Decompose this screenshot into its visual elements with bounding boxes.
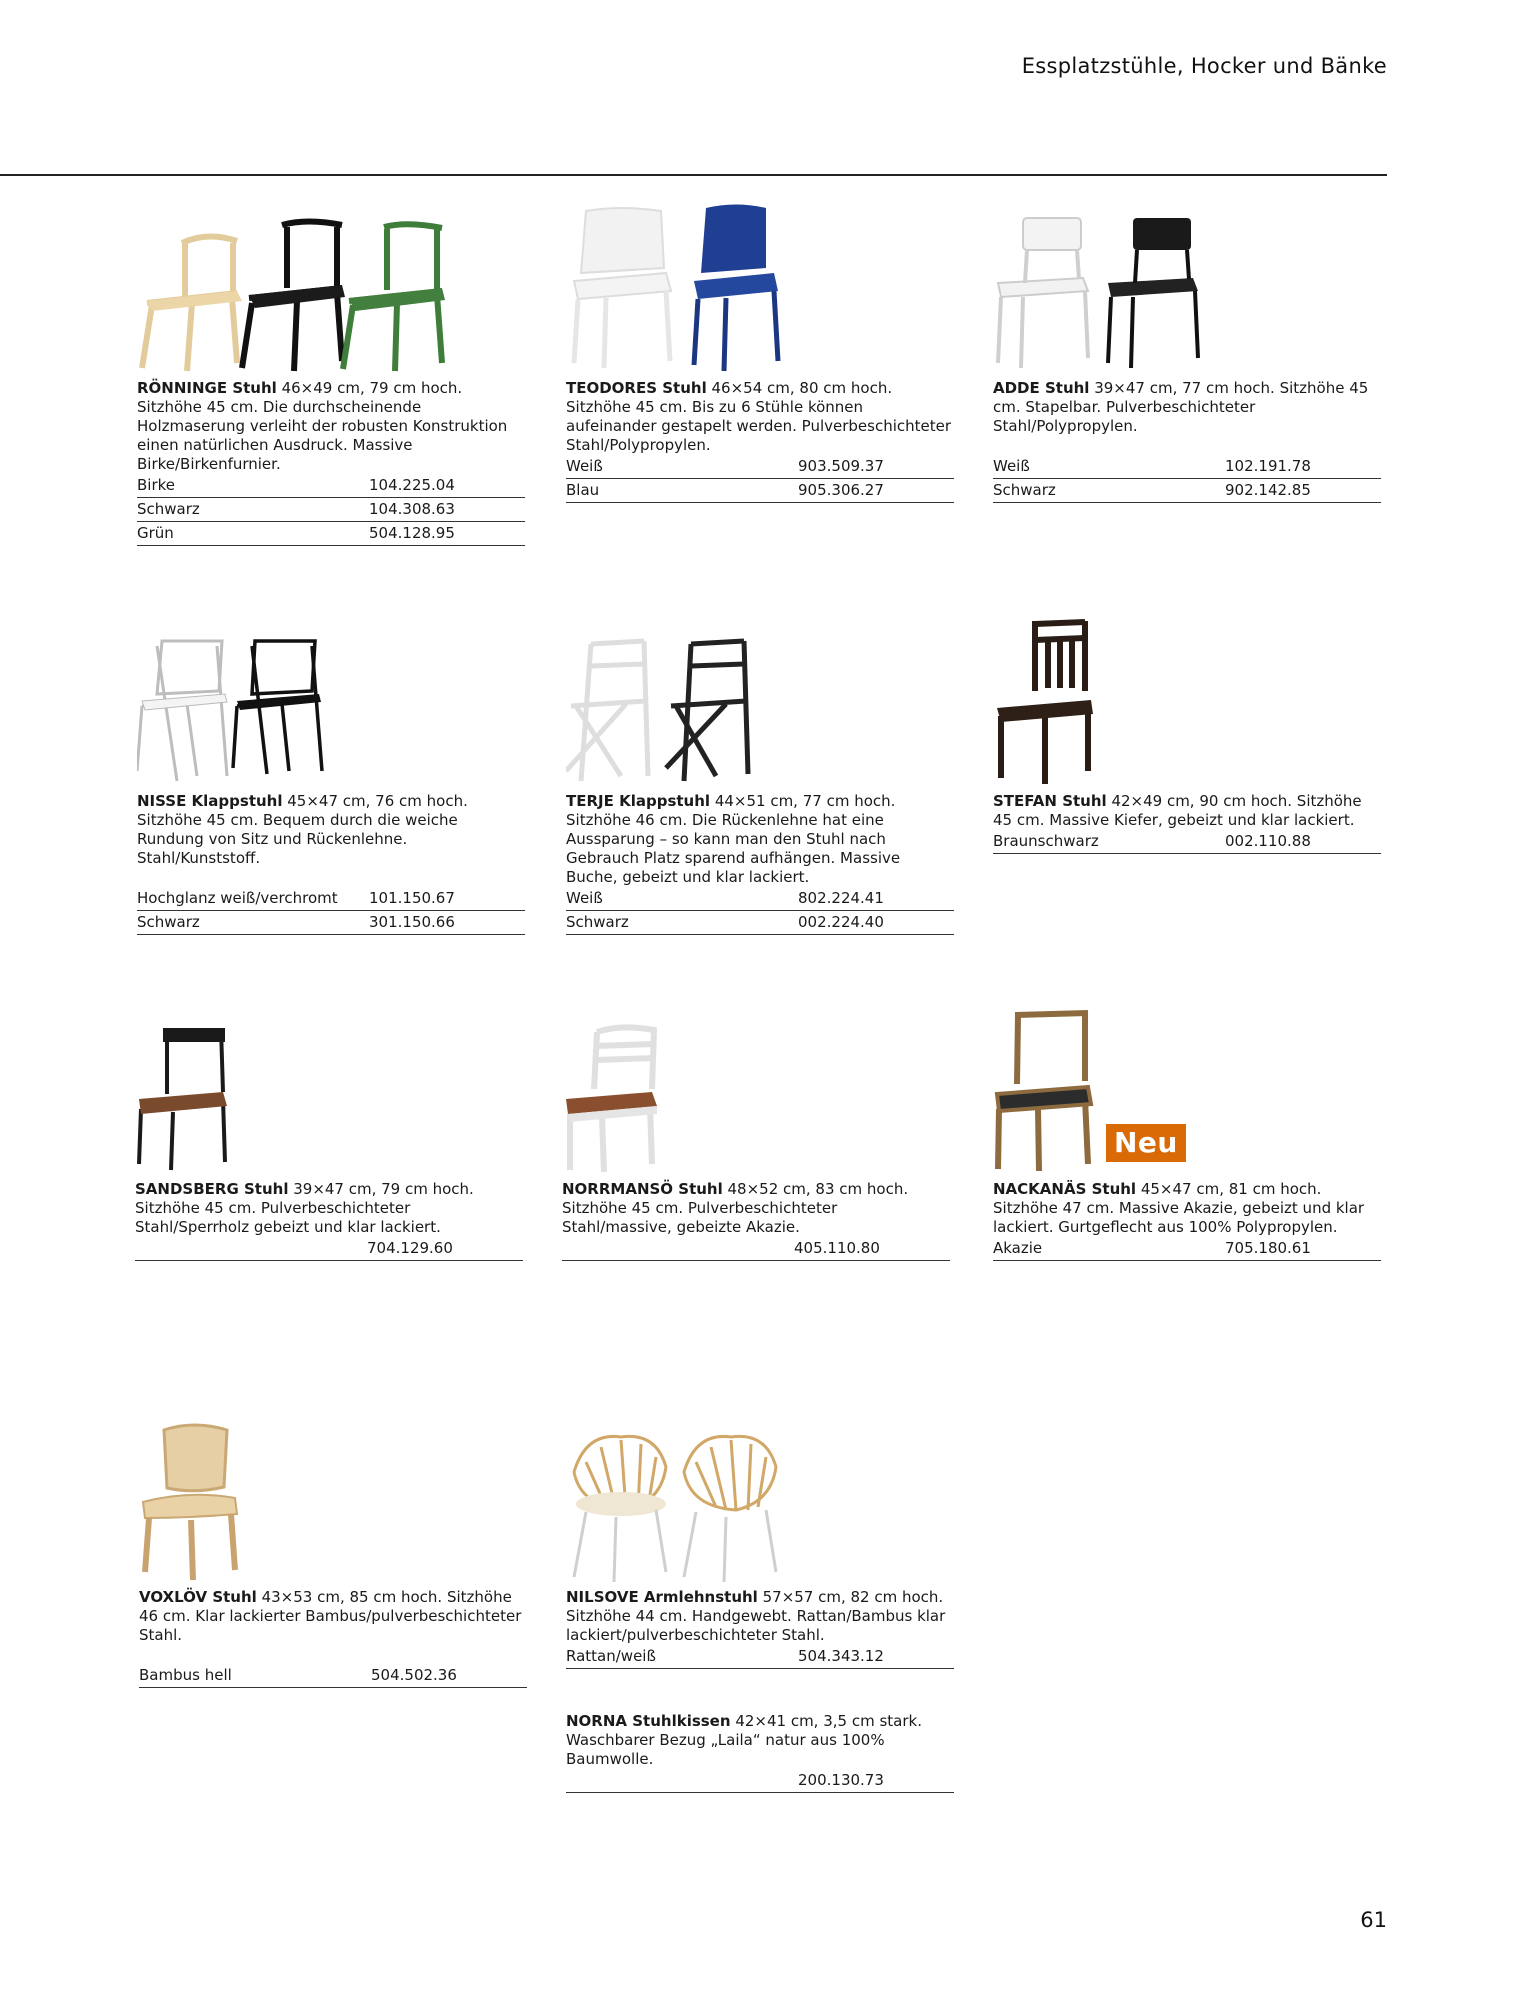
terje-chairs-image	[566, 636, 766, 786]
variant-row	[137, 522, 525, 546]
product-norna	[566, 1712, 954, 1793]
product-name: NACKANÄS Stuhl	[993, 1180, 1137, 1198]
variant-row	[993, 479, 1381, 503]
variant-name: Blau	[566, 481, 600, 499]
variant-row	[566, 1645, 954, 1669]
article-number: 903.509.37	[798, 457, 884, 475]
article-number: 902.142.85	[1225, 481, 1311, 499]
product-normanso	[562, 1180, 950, 1261]
article-number: 802.224.41	[798, 889, 884, 907]
variant-row	[135, 1237, 523, 1261]
product-name: TEODORES Stuhl	[566, 379, 707, 397]
variant-name	[562, 1237, 794, 1260]
product-nackanas	[993, 1126, 1381, 1261]
product-name: VOXLÖV Stuhl	[139, 1588, 257, 1606]
article-number: 002.110.88	[1225, 832, 1311, 850]
product-name: NORNA Stuhlkissen	[566, 1712, 731, 1730]
section-title: Essplatzstühle, Hocker und Bänke	[1021, 54, 1387, 78]
article-number: 905.306.27	[798, 481, 884, 499]
variant-list	[566, 455, 954, 503]
header-divider	[0, 174, 1387, 176]
variant-row	[137, 911, 525, 935]
variant-row	[137, 498, 525, 522]
article-number: 002.224.40	[798, 913, 884, 931]
product-name: NILSOVE Armlehnstuhl	[566, 1588, 758, 1606]
variant-row	[993, 830, 1381, 854]
variant-list	[137, 474, 525, 546]
product-description: NORRMANSÖ Stuhl 48×52 cm, 83 cm hoch. Sitzhöhe 45 cm. Pulverbeschichteter Stahl/massive, gebeizte Akazie.	[562, 1180, 909, 1236]
product-name: TERJE Klappstuhl	[566, 792, 711, 810]
article-number: 504.343.12	[798, 1647, 884, 1665]
variant-name: Bambus hell	[139, 1666, 232, 1684]
product-name: SANDSBERG Stuhl	[135, 1180, 289, 1198]
nilsove-chairs-image	[566, 1432, 786, 1582]
article-number: 301.150.66	[369, 913, 455, 931]
new-badge: Neu	[1106, 1124, 1186, 1162]
variant-list	[139, 1664, 527, 1688]
variant-list	[562, 1237, 950, 1261]
variant-name: Schwarz	[137, 500, 200, 518]
product-description: NACKANÄS Stuhl 45×47 cm, 81 cm hoch. Sitzhöhe 47 cm. Massive Akazie, gebeizt und klar lackiert. Gurtgeflecht aus 100% Polypropylen.	[993, 1180, 1365, 1236]
product-voxlov	[139, 1588, 527, 1688]
product-name: NISSE Klappstuhl	[137, 792, 283, 810]
product-name: RÖNNINGE Stuhl	[137, 379, 277, 397]
variant-list	[566, 887, 954, 935]
article-number: 704.129.60	[367, 1239, 453, 1257]
article-number: 104.225.04	[369, 476, 455, 494]
variant-name: Schwarz	[137, 913, 200, 931]
variant-row	[139, 1664, 527, 1688]
variant-name: Hochglanz weiß/verchromt	[137, 889, 338, 907]
variant-name: Weiß	[566, 889, 603, 907]
normanso-chair-image	[562, 1024, 672, 1174]
variant-row	[562, 1237, 950, 1261]
variant-row	[137, 887, 525, 911]
variant-row	[993, 455, 1381, 479]
product-teodores	[566, 379, 954, 503]
article-number: 705.180.61	[1225, 1239, 1311, 1257]
product-description: RÖNNINGE Stuhl 46×49 cm, 79 cm hoch. Sitzhöhe 45 cm. Die durchscheinende Holzmaserung verleiht der robusten Konstruktion einen natürlichen Ausdruck. Massive Birke/Birkenfurnier.	[137, 379, 508, 473]
variant-name	[135, 1237, 367, 1260]
variant-list	[137, 887, 525, 935]
variant-name: Weiß	[993, 457, 1030, 475]
variant-row	[566, 479, 954, 503]
product-description: NISSE Klappstuhl 45×47 cm, 76 cm hoch. Sitzhöhe 45 cm. Bequem durch die weiche Rundung von Sitz und Rückenlehne. Stahl/Kunststoff.	[137, 792, 468, 867]
product-name: NORRMANSÖ Stuhl	[562, 1180, 723, 1198]
product-description: NORNA Stuhlkissen 42×41 cm, 3,5 cm stark. Waschbarer Bezug „Laila“ natur aus 100% Baumwolle.	[566, 1712, 922, 1768]
variant-row	[566, 455, 954, 479]
ronninge-chairs-image	[137, 213, 477, 373]
variant-row	[993, 1237, 1381, 1261]
product-description: ADDE Stuhl 39×47 cm, 77 cm hoch. Sitzhöhe 45 cm. Stapelbar. Pulverbeschichteter Stahl/Polypropylen.	[993, 379, 1369, 435]
article-number: 200.130.73	[798, 1771, 884, 1789]
variant-name: Schwarz	[993, 481, 1056, 499]
variant-list	[993, 455, 1381, 503]
variant-list	[993, 1237, 1381, 1261]
sandsberg-chair-image	[135, 1024, 235, 1174]
variant-name	[566, 1769, 798, 1792]
product-description: STEFAN Stuhl 42×49 cm, 90 cm hoch. Sitzhöhe 45 cm. Massive Kiefer, gebeizt und klar lackiert.	[993, 792, 1362, 829]
product-name: STEFAN Stuhl	[993, 792, 1107, 810]
variant-list	[566, 1769, 954, 1793]
variant-list	[566, 1645, 954, 1669]
variant-name: Braunschwarz	[993, 832, 1099, 850]
variant-list	[993, 830, 1381, 854]
product-description: TEODORES Stuhl 46×54 cm, 80 cm hoch. Sitzhöhe 45 cm. Bis zu 6 Stühle können aufeinander gestapelt werden. Pulverbeschichteter Stahl/Polypropylen.	[566, 379, 952, 454]
variant-row	[566, 1769, 954, 1793]
variant-name: Schwarz	[566, 913, 629, 931]
product-adde	[993, 379, 1381, 503]
nisse-chairs-image	[137, 636, 337, 786]
adde-chairs-image	[993, 213, 1213, 373]
product-ronninge	[137, 379, 525, 546]
article-number: 101.150.67	[369, 889, 455, 907]
product-description: TERJE Klappstuhl 44×51 cm, 77 cm hoch. Sitzhöhe 46 cm. Die Rückenlehne hat eine Aussparung – so kann man den Stuhl nach Gebrauch Platz sparend aufhängen. Massive Buche, gebeizt und klar lackiert.	[566, 792, 901, 886]
variant-list	[135, 1237, 523, 1261]
product-nisse	[137, 792, 525, 935]
article-number: 104.308.63	[369, 500, 455, 518]
variant-name: Weiß	[566, 457, 603, 475]
teodores-chairs-image	[566, 203, 816, 373]
product-terje	[566, 792, 954, 935]
product-sandsberg	[135, 1180, 523, 1261]
product-nilsove	[566, 1588, 954, 1669]
product-stefan	[993, 792, 1381, 854]
variant-name: Birke	[137, 476, 176, 494]
nackanas-chair-image	[993, 1009, 1103, 1174]
page-number: 61	[1360, 1908, 1387, 1932]
product-description: VOXLÖV Stuhl 43×53 cm, 85 cm hoch. Sitzhöhe 46 cm. Klar lackierter Bambus/pulverbeschichteter Stahl.	[139, 1588, 522, 1644]
variant-row	[566, 887, 954, 911]
product-description: SANDSBERG Stuhl 39×47 cm, 79 cm hoch. Sitzhöhe 45 cm. Pulverbeschichteter Stahl/Sperrholz gebeizt und klar lackiert.	[135, 1180, 474, 1236]
product-description: NILSOVE Armlehnstuhl 57×57 cm, 82 cm hoch. Sitzhöhe 44 cm. Handgewebt. Rattan/Bambus klar lackiert/pulverbeschichteter Stahl.	[566, 1588, 946, 1644]
stefan-chair-image	[993, 616, 1103, 786]
variant-name: Grün	[137, 524, 174, 542]
product-name: ADDE Stuhl	[993, 379, 1090, 397]
variant-name: Akazie	[993, 1239, 1043, 1257]
article-number: 405.110.80	[794, 1239, 880, 1257]
article-number: 504.128.95	[369, 524, 455, 542]
voxlov-chair-image	[139, 1422, 249, 1582]
variant-row	[137, 474, 525, 498]
article-number: 102.191.78	[1225, 457, 1311, 475]
variant-name: Rattan/weiß	[566, 1647, 656, 1665]
article-number: 504.502.36	[371, 1666, 457, 1684]
variant-row	[566, 911, 954, 935]
